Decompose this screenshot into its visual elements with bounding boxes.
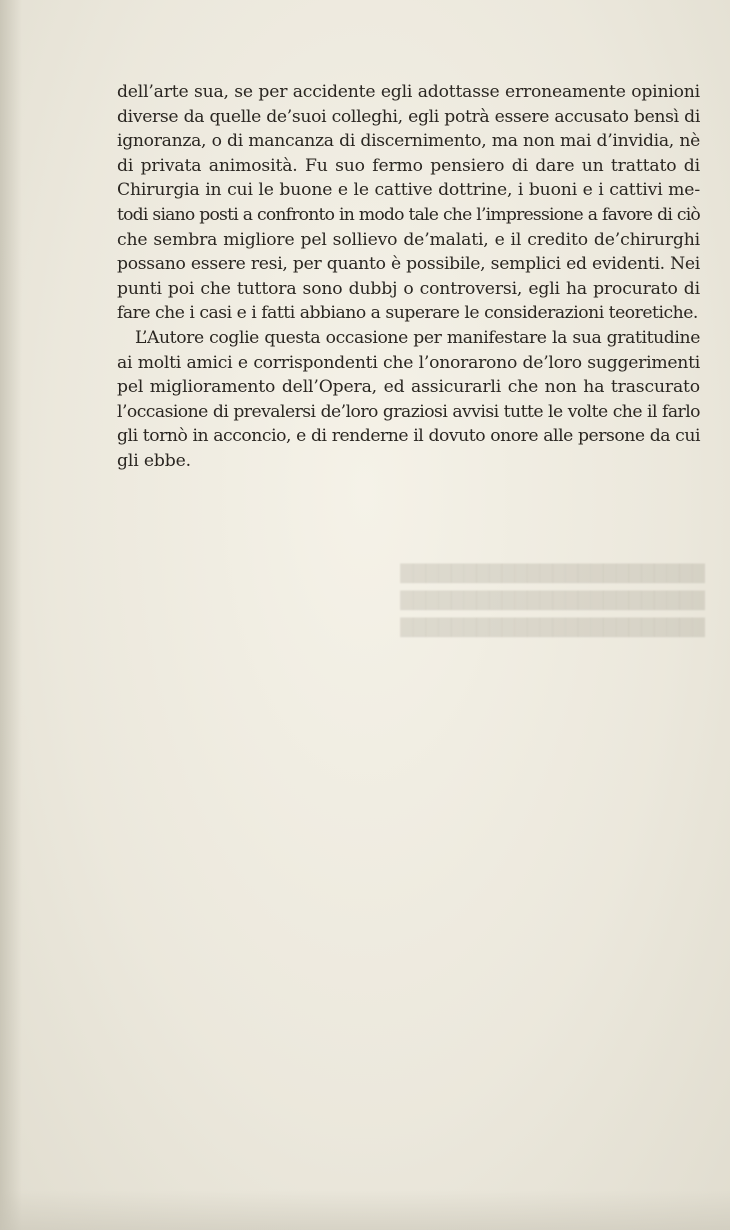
text-line: ai molti amici e corrispondenti che l’onorarono de’loro suggerimenti [117,352,700,373]
text-line: fare che i casi e i fatti abbiano a superare le considerazioni teoretiche. [117,303,698,324]
text-line: possano essere resi, per quanto è possibile, semplici ed evidenti. Nei [117,254,700,275]
body-text [117,80,700,474]
text-line: L’Autore coglie questa occasione per manifestare la sua gratitudine [135,327,700,348]
text-line: l’occasione di prevalersi de’loro graziosi avvisi tutte le volte che il farlo [117,401,700,422]
text-line: diverse da quelle de’suoi colleghi, egli potrà essere accusato bensì di [117,106,700,127]
text-line: gli tornò in acconcio, e di renderne il dovuto onore alle persone da cui [117,426,700,447]
text-line: gli ebbe. [117,450,191,471]
bleed-through-texture: ████████████████████████ ████████████████████████ ████████████████████████ [400,564,705,637]
page-left-shadow [0,0,22,1230]
text-line: di privata animosità. Fu suo fermo pensiero di dare un trattato di [117,155,700,176]
text-line: todi siano posti a confronto in modo tale che l’impressione a favore di ciò [117,204,700,225]
text-line: pel miglioramento dell’Opera, ed assicurarli che non ha trascurato [117,377,700,398]
text-line: che sembra migliore pel sollievo de’malati, e il credito de’chirurghi [117,229,700,250]
text-line: Chirurgia in cui le buone e le cattive dottrine, i buoni e i cattivi me- [117,180,700,201]
text-line: punti poi che tuttora sono dubbj o controversi, egli ha procurato di [117,278,700,299]
text-line: dell’arte sua, se per accidente egli adottasse erroneamente opinioni [117,82,700,102]
text-line: ignoranza, o di mancanza di discernimento, ma non mai d’invidia, nè [117,131,700,152]
